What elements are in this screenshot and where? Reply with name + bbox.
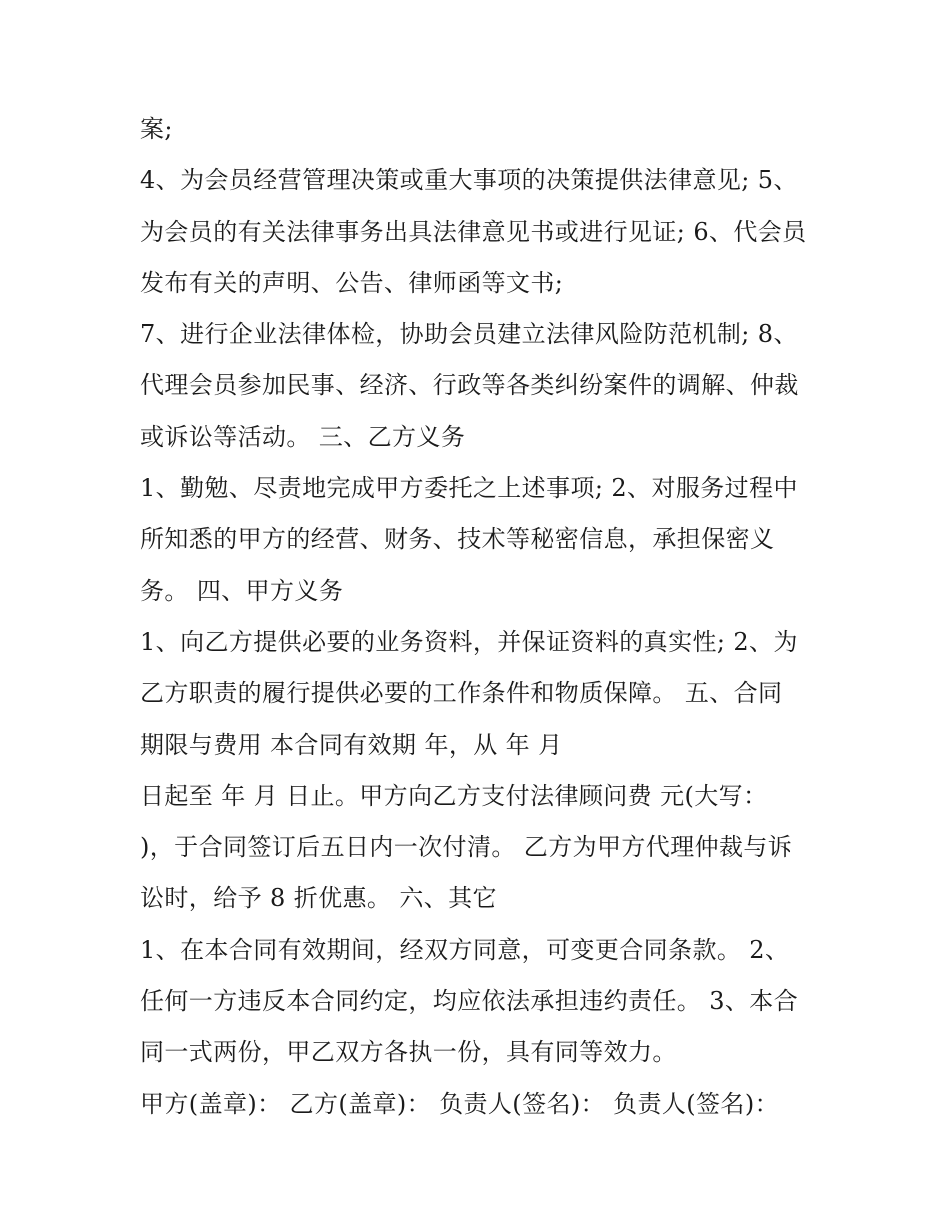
signature-line: 甲方(盖章)： 乙方(盖章)： 负责人(签名)： 负责人(签名)： bbox=[140, 1089, 779, 1118]
text-line: )，于合同签订后五日内一次付清。 乙方为甲方代理仲裁与诉 bbox=[140, 833, 793, 862]
document-body bbox=[140, 104, 830, 1130]
text-line: 讼时，给予 8 折优惠。 六、其它 bbox=[140, 884, 497, 913]
text-line: 代理会员参加民事、经济、行政等各类纠纷案件的调解、仲裁 bbox=[140, 371, 799, 400]
text-line: 所知悉的甲方的经营、财务、技术等秘密信息，承担保密义 bbox=[140, 525, 775, 554]
text-line: 务。 四、甲方义务 bbox=[140, 576, 344, 605]
text-line: 乙方职责的履行提供必要的工作条件和物质保障。 五、合同 bbox=[140, 679, 783, 708]
text-line: 1、向乙方提供必要的业务资料，并保证资料的真实性; 2、为 bbox=[140, 627, 798, 656]
text-line: 为会员的有关法律事务出具法律意见书或进行见证; 6、代会员 bbox=[140, 217, 807, 246]
text-line: 或诉讼等活动。 三、乙方义务 bbox=[140, 422, 466, 451]
text-line: 发布有关的声明、公告、律师函等文书; bbox=[140, 268, 564, 297]
text-line: 案; bbox=[140, 115, 173, 143]
text-line: 4、为会员经营管理决策或重大事项的决策提供法律意见; 5、 bbox=[140, 166, 798, 195]
text-line: 1、勤勉、尽责地完成甲方委托之上述事项; 2、对服务过程中 bbox=[140, 474, 798, 503]
text-line: 同一式两份，甲乙双方各执一份，具有同等效力。 bbox=[140, 1038, 677, 1067]
text-line: 7、进行企业法律体检，协助会员建立法律风险防范机制; 8、 bbox=[140, 320, 798, 349]
text-line: 任何一方违反本合同约定，均应依法承担违约责任。 3、本合 bbox=[140, 987, 799, 1016]
text-line: 日起至 年 月 日止。甲方向乙方支付法律顾问费 元(大写： bbox=[140, 781, 768, 810]
text-line: 期限与费用 本合同有效期 年，从 年 月 bbox=[140, 730, 563, 759]
text-line: 1、在本合同有效期间，经双方同意，可变更合同条款。 2、 bbox=[140, 935, 790, 964]
